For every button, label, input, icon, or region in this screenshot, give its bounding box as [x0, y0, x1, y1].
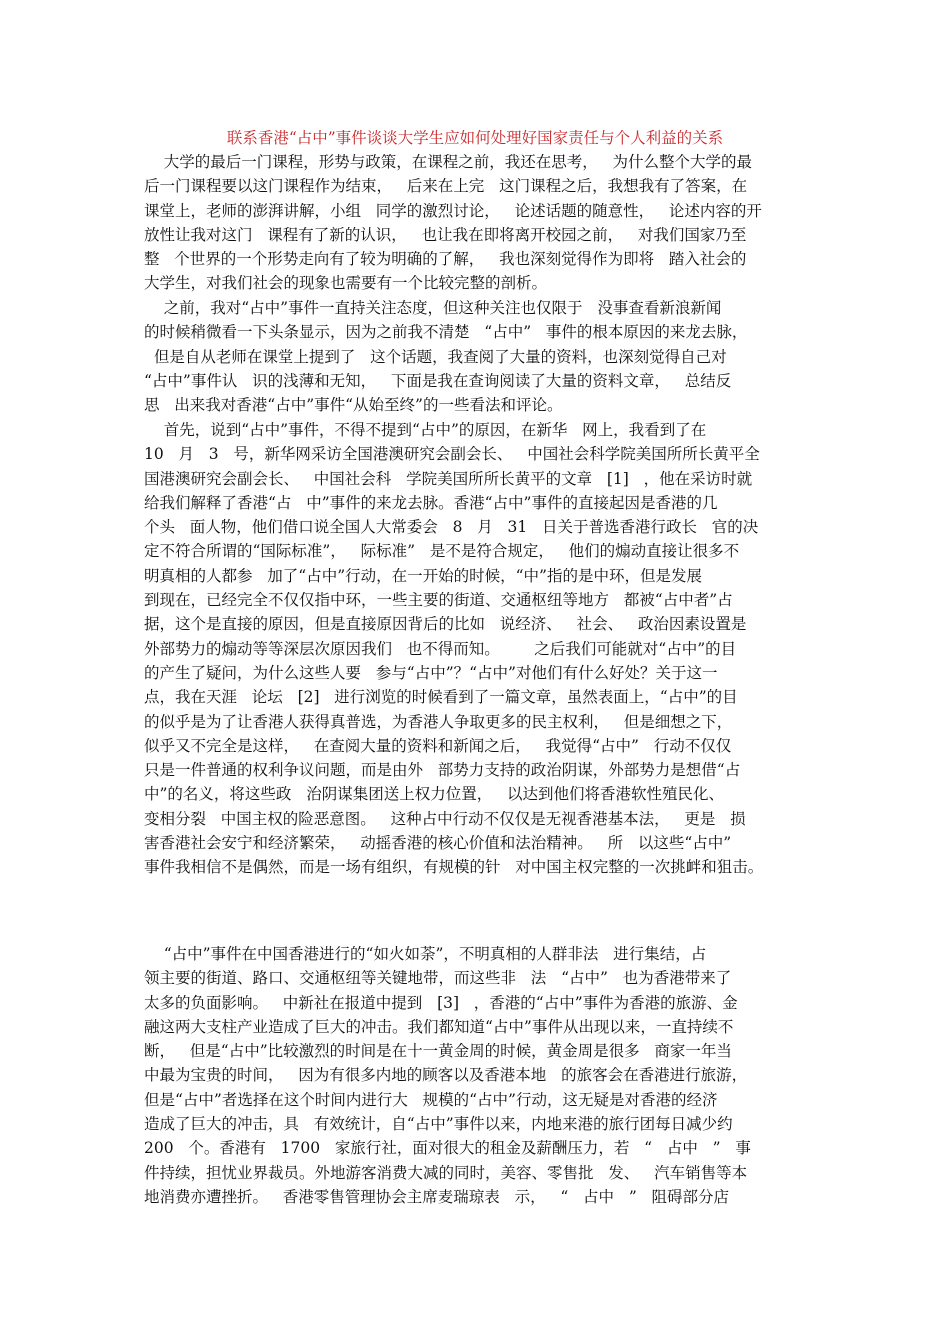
- text-line: 但是自从老师在课堂上提到了 这个话题，我查阅了大量的资料，也深刻觉得自己对: [144, 347, 727, 366]
- text-line: 变相分裂 中国主权的险恶意图。 这种占中行动不仅仅是无视香港基本法， 更是 损: [144, 809, 746, 828]
- text-line: 点，我在天涯 论坛 [2] 进行浏览的时候看到了一篇文章，虽然表面上，“占中”的目: [144, 688, 738, 707]
- text-line: 的产生了疑问，为什么这些人要 参与“占中”？“占中”对他们有什么好处？关于这一: [144, 663, 718, 682]
- text-line: 似乎又不完全是这样， 在查阅大量的资料和新闻之后， 我觉得“占中” 行动不仅仅: [144, 736, 732, 755]
- text-line: 200 个。香港有 1700 家旅行社，面对很大的租金及薪酬压力，若 “ 占中 ” 事: [144, 1139, 751, 1158]
- text-line: 的似乎是为了让香港人获得真普选，为香港人争取更多的民主权利， 但是细想之下，: [144, 712, 733, 731]
- text-line: 事件我相信不是偶然，而是一场有组织，有规模的针 对中国主权完整的一次挑衅和狙击。: [144, 858, 764, 877]
- text-line: “占中”事件在中国香港进行的“如火如荼”，不明真相的人群非法 进行集结，占: [144, 945, 707, 963]
- text-line: 的时候稍微看一下头条显示，因为之前我不清楚 “占中” 事件的根本原因的来龙去脉，: [144, 323, 748, 342]
- text-line: 断， 但是“占中”比较激烈的时间是在十一黄金周的时候，黄金周是很多 商家一年当: [144, 1042, 732, 1061]
- text-line: 只是一件普通的权利争议问题，而是由外 部势力支持的政治阴谋，外部势力是想借“占: [144, 761, 741, 780]
- paragraph-background: [144, 296, 806, 417]
- document-title: 联系香港“占中”事件谈谈大学生应如何处理好国家责任与个人利益的关系: [226, 129, 724, 147]
- text-line: 害香港社会安宁和经济繁荣， 动摇香港的核心价值和法治精神。 所 以这些“占中”: [144, 834, 732, 853]
- text-line: 中”的名义，将这些政 治阴谋集团送上权力位置， 以达到他们将香港软性殖民化、: [144, 785, 724, 804]
- text-line: 融这两大支柱产业造成了巨大的冲击。我们都知道“占中”事件从出现以来，一直持续不: [144, 1017, 734, 1036]
- text-line: “占中”事件认 识的浅薄和无知， 下面是我在查询阅读了大量的资料文章， 总结反: [144, 371, 732, 390]
- text-line: 10 月 3 号，新华网采访全国港澳研究会副会长、 中国社会科学院美国所所长黄平全: [144, 445, 760, 464]
- text-line: 后一门课程要以这门课程作为结束， 后来在上完 这门课程之后，我想我有了答案，在: [144, 177, 748, 196]
- text-line: 件持续，担忧业界裁员。外地游客消费大减的同时，美容、零售批 发、 汽车销售等本: [144, 1163, 748, 1182]
- text-line: 个头 面人物，他们借口说全国人大常委会 8 月 31 日关于普选香港行政长 官的决: [144, 518, 759, 537]
- text-line: 外部势力的煽动等等深层次原因我们 也不得而知。 之后我们可能就对“占中”的目: [144, 639, 737, 658]
- text-line: 造成了巨大的冲击，具 有效统计，自“占中”事件以来，内地来港的旅行团每日减少约: [144, 1115, 733, 1134]
- text-line: 地消费亦遭挫折。 香港零售管理协会主席麦瑞琼表 示， “ 占中 ” 阻碍部分店: [144, 1187, 730, 1206]
- text-line: 据，这个是直接的原因，但是直接原因背后的比如 说经济、 社会、 政治因素设置是: [144, 615, 747, 634]
- text-line: 但是“占中”者选择在这个时间内进行大 规模的“占中”行动，这无疑是对香港的经济: [144, 1090, 718, 1109]
- paragraph-impact: [144, 942, 806, 1209]
- text-line: 给我们解释了香港“占 中”事件的来龙去脉。香港“占中”事件的直接起因是香港的几: [144, 493, 718, 512]
- text-line: 大学的最后一门课程，形势与政策，在课程之前，我还在思考， 为什么整个大学的最: [144, 153, 752, 171]
- text-line: 到现在，已经完全不仅仅指中环，一些主要的街道、交通枢纽等地方 都被“占中者”占: [144, 591, 733, 610]
- paragraph-intro: [144, 150, 806, 296]
- text-line: 明真相的人都参 加了“占中”行动，在一开始的时候，“中”指的是中环，但是发展: [144, 566, 702, 585]
- text-line: 大学生，对我们社会的现象也需要有一个比较完整的剖析。: [144, 274, 548, 293]
- paragraph-causes: [144, 418, 806, 880]
- text-line: 课堂上，老师的澎湃讲解，小组 同学的激烈讨论， 论述话题的随意性， 论述内容的开: [144, 201, 762, 220]
- text-line: 之前，我对“占中”事件一直持关注态度，但这种关注也仅限于 没事查看新浪新闻: [144, 299, 722, 317]
- text-line: 思 出来我对香港“占中”事件“从始至终”的一些看法和评论。: [144, 396, 563, 415]
- text-line: 太多的负面影响。 中新社在报道中提到 [3] ，香港的“占中”事件为香港的旅游、金: [144, 993, 738, 1012]
- text-line: 首先，说到“占中”事件，不得不提到“占中”的原因，在新华 网上，我看到了在: [144, 421, 707, 439]
- text-line: 中最为宝贵的时间， 因为有很多内地的顾客以及香港本地 的旅客会在香港进行旅游，: [144, 1066, 748, 1085]
- text-line: 国港澳研究会副会长、 中国社会科 学院美国所所长黄平的文章 [1] ，他在采访时就: [144, 469, 753, 488]
- text-line: 整 个世界的一个形势走向有了较为明确的了解， 我也深刻觉得作为即将 踏入社会的: [144, 250, 747, 269]
- text-line: 领主要的街道、路口、交通枢纽等关键地带，而这些非 法 “占中” 也为香港带来了: [144, 969, 732, 988]
- text-line: 定不符合所谓的“国际标准”， 际标准” 是不是符合规定， 他们的煽动直接让很多不: [144, 542, 740, 561]
- text-line: 放性让我对这门 课程有了新的认识， 也让我在即将离开校园之前， 对我们国家乃至: [144, 225, 747, 244]
